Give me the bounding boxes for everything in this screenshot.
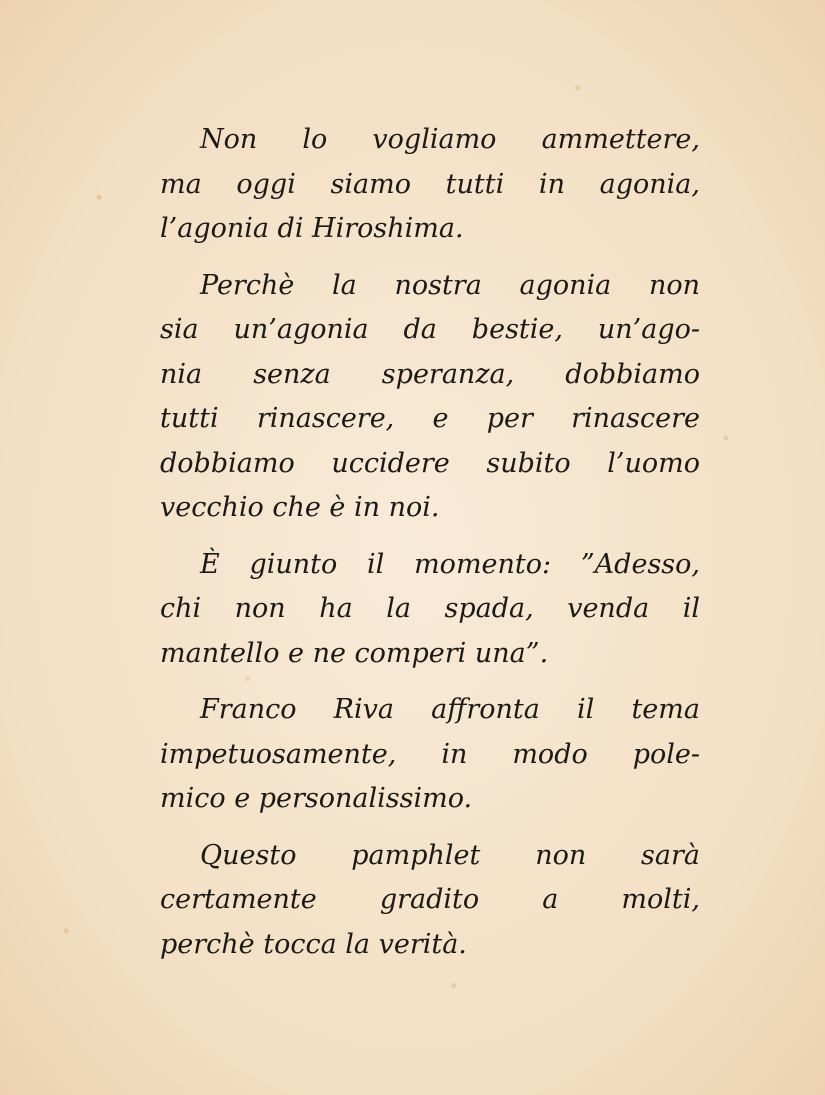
text-line: tutti rinascere, e per rinascere: [160, 403, 700, 434]
text-line: chi non ha la spada, venda il: [160, 593, 700, 624]
text-line: Franco Riva affronta il tema: [200, 694, 700, 725]
text-line: l’agonia di Hiroshima.: [160, 213, 464, 244]
paragraph-spada: [160, 543, 700, 677]
body-text: [160, 118, 700, 979]
text-line: mantello e ne comperi una”.: [160, 637, 549, 669]
text-line: perchè tocca la verità.: [160, 928, 467, 960]
paragraph-pamphlet: [160, 834, 700, 968]
text-line: dobbiamo uccidere subito l’uomo: [160, 447, 700, 479]
text-line: vecchio che è in noi.: [160, 492, 440, 523]
text-line: Non lo vogliamo ammettere,: [200, 124, 700, 155]
text-line: mico e personalissimo.: [160, 783, 473, 814]
text-line: Questo pamphlet non sarà: [200, 839, 700, 871]
text-line: È giunto il momento: ”Adesso,: [200, 548, 700, 580]
paragraph-franco-riva: [160, 688, 700, 822]
text-line: ma oggi siamo tutti in agonia,: [160, 168, 700, 200]
text-line: certamente gradito a molti,: [160, 884, 700, 915]
text-line: nia senza speranza, dobbiamo: [160, 358, 700, 390]
text-line: sia un’agonia da bestie, un’ago-: [160, 314, 700, 345]
text-line: Perchè la nostra agonia non: [200, 269, 700, 301]
paragraph-hiroshima: [160, 118, 700, 252]
text-line: impetuosamente, in modo pole-: [160, 738, 700, 770]
paragraph-rinascere: [160, 264, 700, 531]
